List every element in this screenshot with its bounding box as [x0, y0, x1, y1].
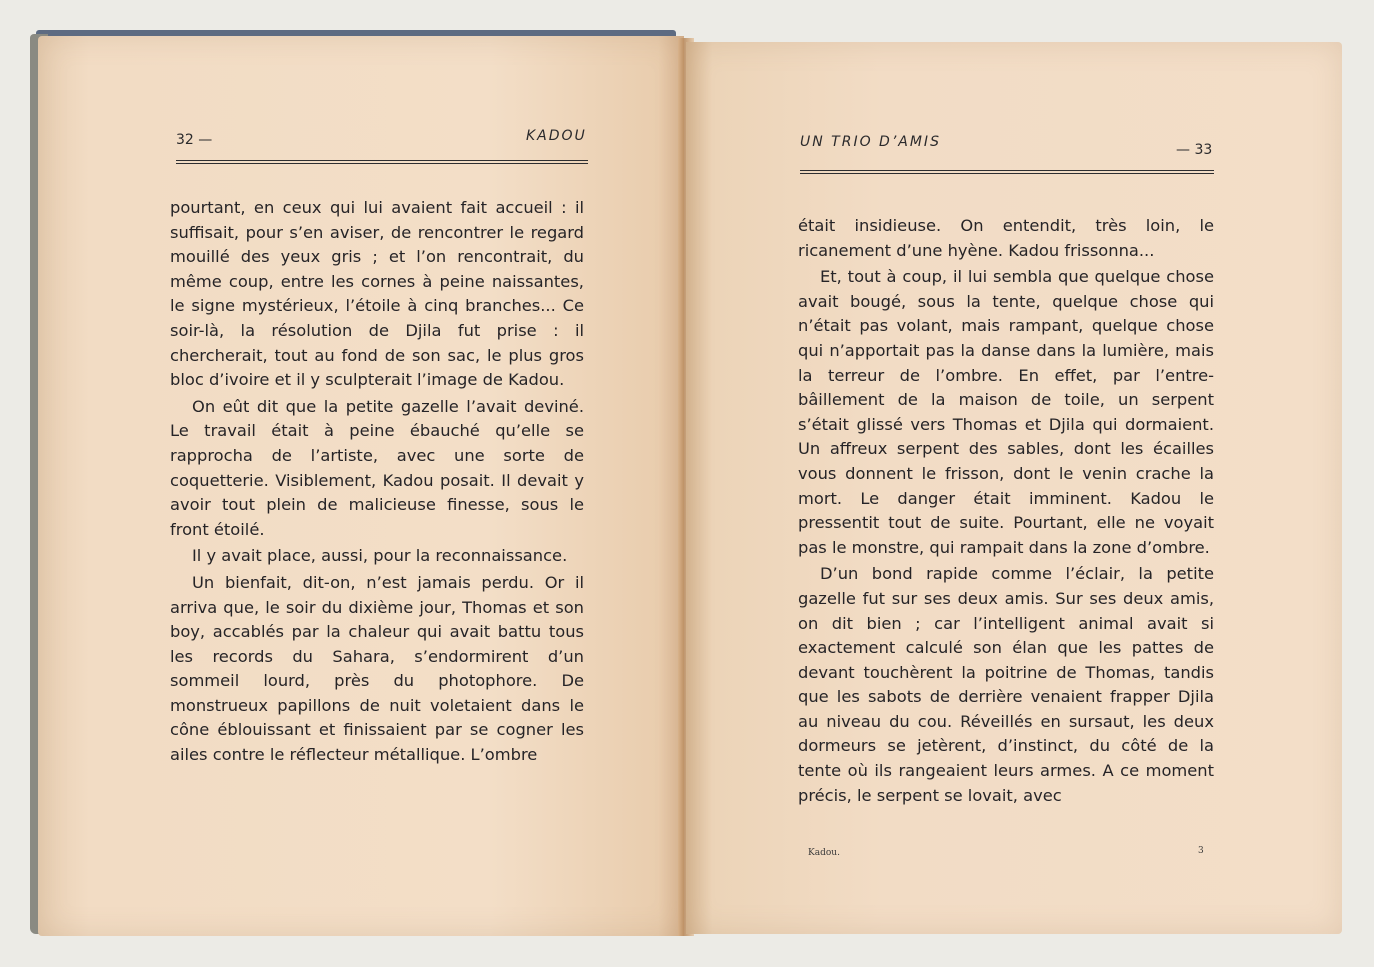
left-page [38, 36, 684, 936]
open-book [30, 28, 1348, 943]
paragraph: Et, tout à coup, il lui sembla que quelque chose avait bougé, sous la tente, quelque chose qui n’était pas volant, mais rampant, quelque chose qui n’apportait pas la danse dans la lumière, mais la terreur de l’ombre. En effet, par l’entre-bâillement de la maison de toile, un serpent s’était glissé vers Thomas et Djila qui dormaient. Un affreux serpent des sables, dont les écailles vous donnent le frisson, dont le venin crache la mort. Le danger était imminent. Kadou le pressentit tout de suite. Pourtant, elle ne voyait pas le monstre, qui rampait dans la zone d’ombre. [798, 267, 1214, 557]
signature-number: 3 [1198, 846, 1204, 856]
left-page-number: 32 — [176, 132, 213, 148]
right-header-rule [800, 170, 1214, 174]
paragraph: On eût dit que la petite gazelle l’avait deviné. Le travail était à peine ébauché qu’elle se rapprocha de l’artiste, avec une sorte de coquetterie. Visiblement, Kadou posait. Il devait y avoir tout plein de malicieuse finesse, sous le front étoilé. [170, 396, 584, 539]
right-page-number: — 33 [1176, 142, 1213, 158]
left-running-head: KADOU [526, 128, 587, 144]
right-running-head: UN TRIO D’AMIS [800, 134, 941, 150]
right-page-text [798, 214, 1214, 808]
left-page-text [170, 196, 584, 768]
signature-mark: Kadou. [808, 848, 840, 858]
left-header-rule [176, 160, 588, 164]
paragraph: Il y avait place, aussi, pour la reconnaissance. [192, 546, 568, 566]
paragraph: Un bienfait, dit-on, n’est jamais perdu. Or il arriva que, le soir du dixième jour, Thomas et son boy, accablés par la chaleur qui avait battu tous les records du Sahara, s’endormirent d’un sommeil lourd, près du photophore. De monstrueux papillons de nuit voletaient dans le cône éblouissant et finissaient par se cogner les ailes contre le réflecteur métallique. L’ombre [170, 572, 584, 765]
paragraph: était insidieuse. On entendit, très loin, le ricanement d’une hyène. Kadou frissonna... [798, 216, 1214, 260]
paragraph: pourtant, en ceux qui lui avaient fait accueil : il suffisait, pour s’en aviser, de rencontrer le regard mouillé des yeux gris ; et l’on rencontrait, du même coup, entre les cornes à peine naissantes, le signe mystérieux, l’étoile à cinq branches... Ce soir-là, la résolution de Djila fut prise : il chercherait, tout au fond de son sac, le plus gros bloc d’ivoire et il y sculpterait l’image de Kadou. [170, 198, 584, 390]
right-page [686, 42, 1342, 934]
paragraph: D’un bond rapide comme l’éclair, la petite gazelle fut sur ses deux amis. Sur ses deux amis, on dit bien ; car l’intelligent animal avait si exactement calculé son élan que les pattes de devant touchèrent la poitrine de Thomas, tandis que les sabots de derrière venaient frapper Djila au niveau du cou. Réveillés en sursaut, les deux dormeurs se jetèrent, d’instinct, du côté de la tente où ils rangeaient leurs armes. A ce moment précis, le serpent se lovait, avec [798, 564, 1214, 805]
